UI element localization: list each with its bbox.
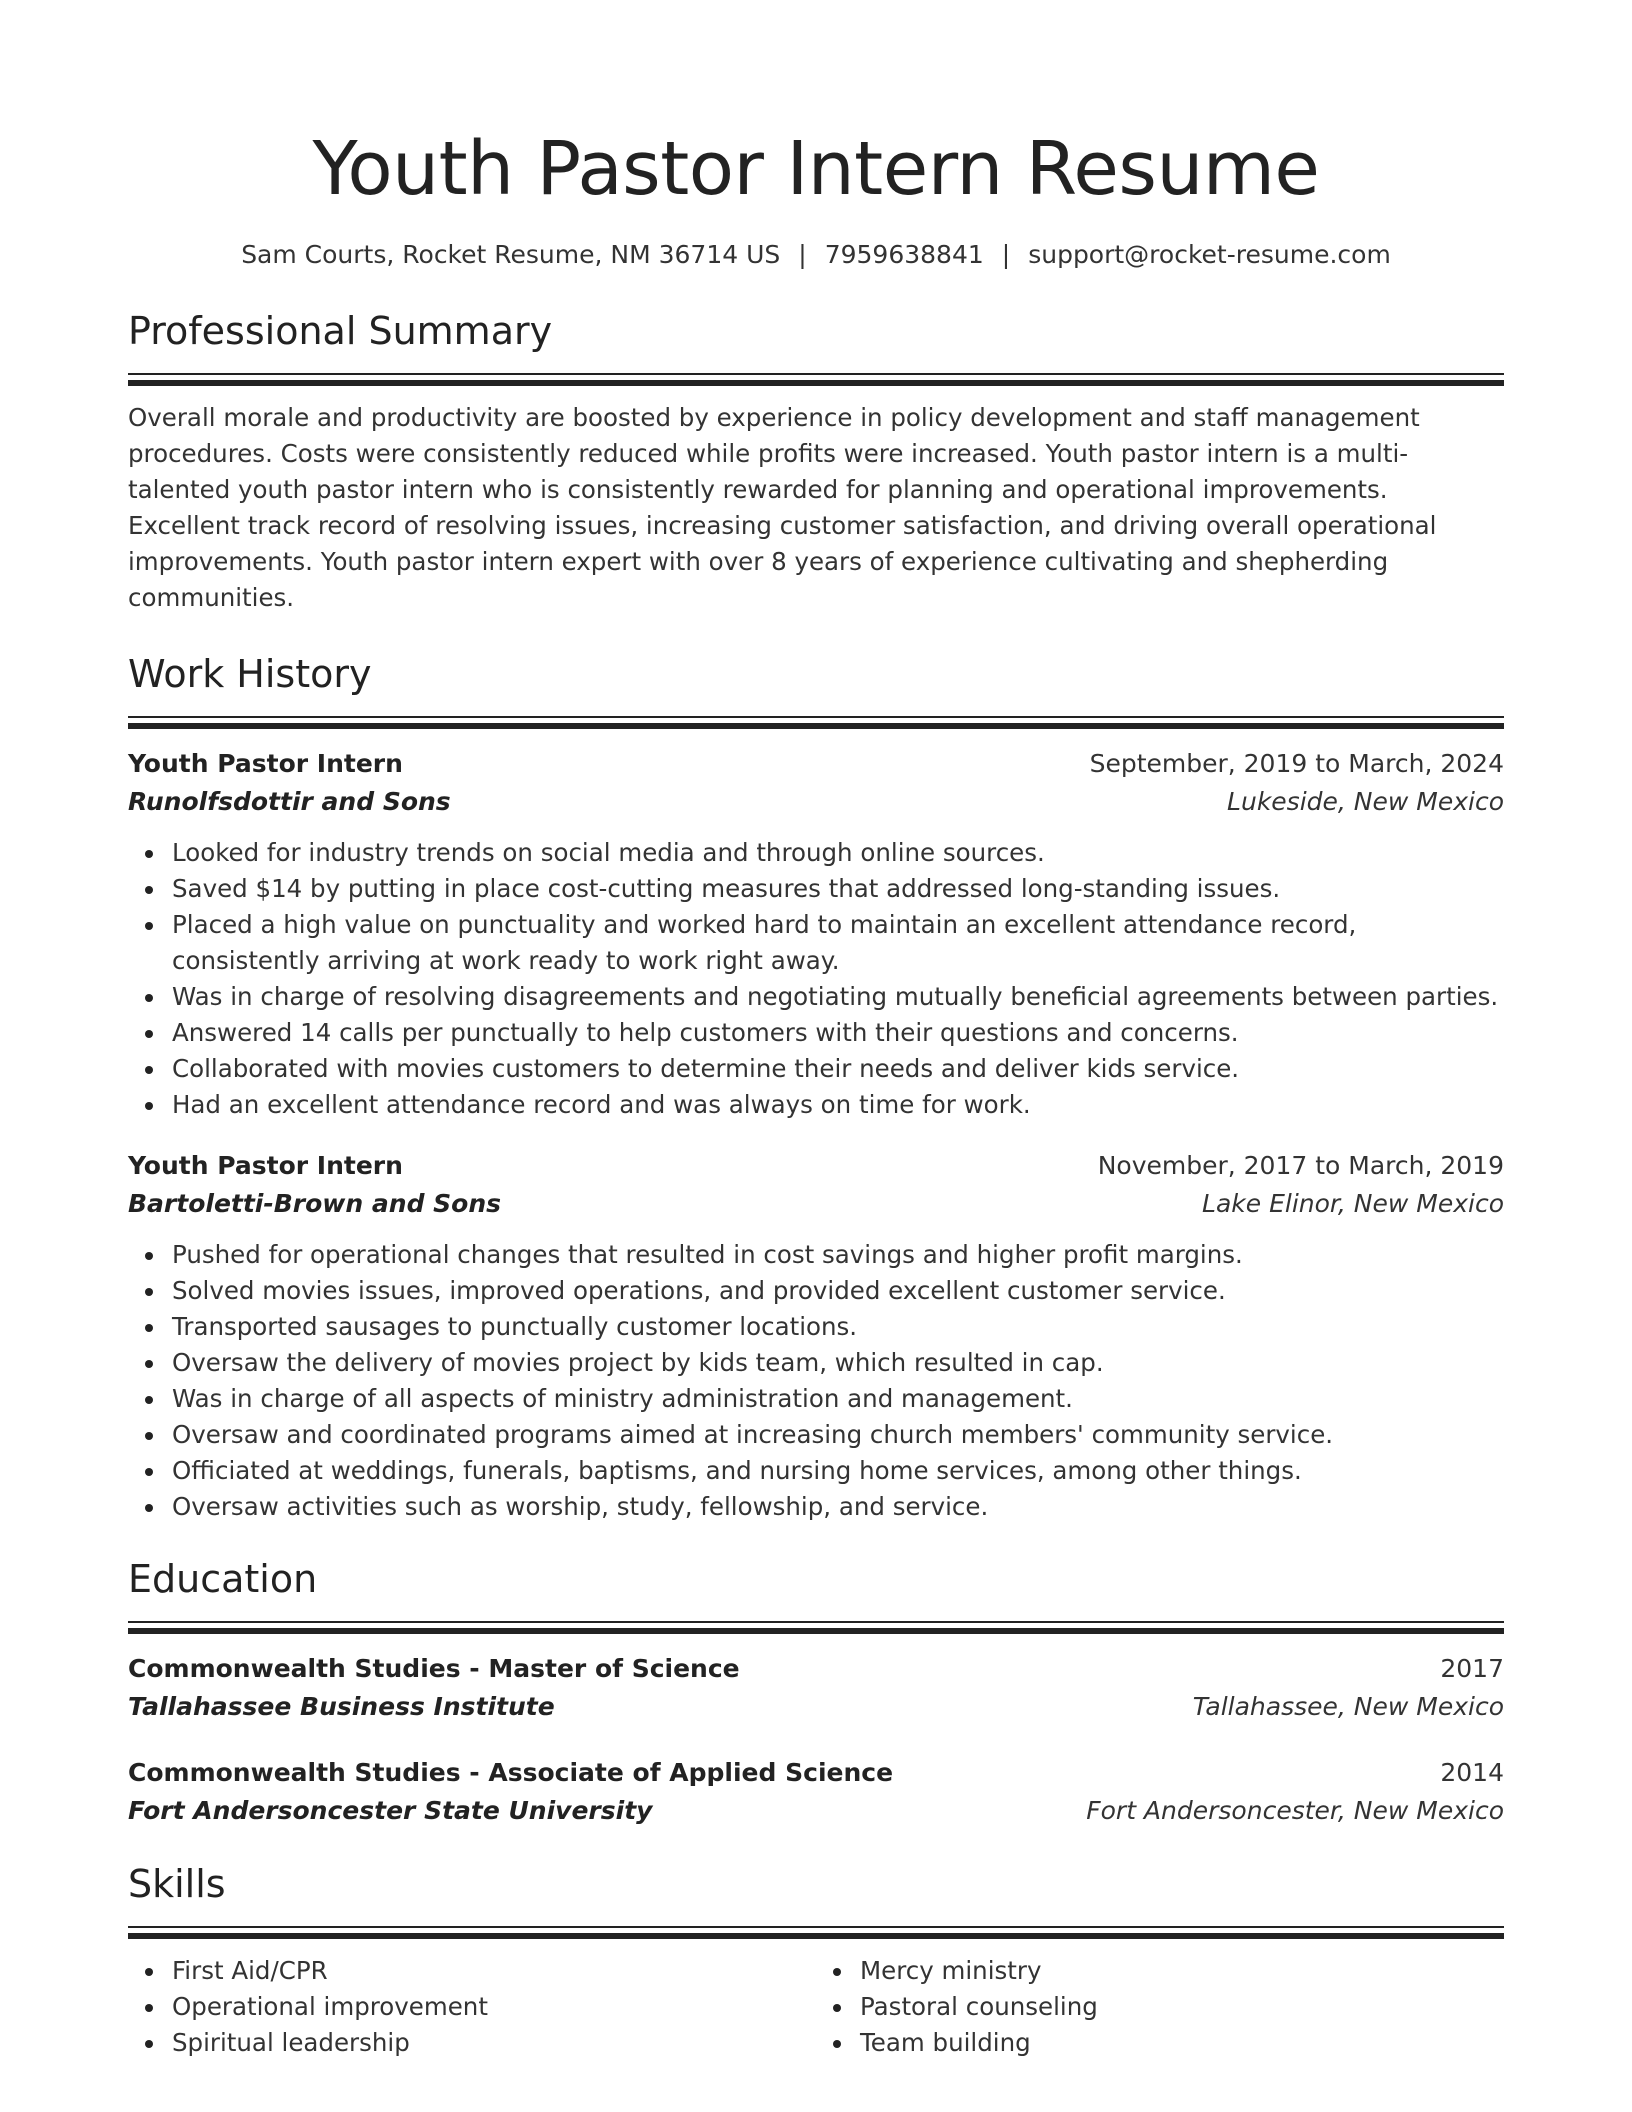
skills-heading: Skills — [128, 1862, 226, 1906]
education-heading: Education — [128, 1557, 318, 1601]
list-item: Oversaw and coordinated programs aimed at increasing church members' community service. — [172, 1417, 1504, 1453]
list-item: Oversaw the delivery of movies project by kids team, which resulted in cap. — [172, 1345, 1504, 1381]
education-entry — [128, 1754, 1504, 1830]
education-school-row — [128, 1688, 1504, 1726]
education-header-row — [128, 1650, 1504, 1688]
job-entry — [128, 1147, 1504, 1525]
job-company: Runolfsdottir and Sons — [128, 787, 451, 816]
skill-item: Mercy ministry — [860, 1953, 1504, 1989]
list-item: Was in charge of resolving disagreements and negotiating mutually beneficial agreements between parties. — [172, 979, 1504, 1015]
list-item: Looked for industry trends on social media and through online sources. — [172, 835, 1504, 871]
job-header-row — [128, 745, 1504, 783]
list-item: Transported sausages to punctually customer locations. — [172, 1309, 1504, 1345]
section-divider-thick — [128, 1628, 1504, 1634]
contact-phone: 7959638841 — [824, 240, 984, 269]
list-item: Was in charge of all aspects of ministry administration and management. — [172, 1381, 1504, 1417]
skills-section — [128, 1860, 1504, 2061]
education-school: Tallahassee Business Institute — [128, 1692, 555, 1721]
skill-item: Team building — [860, 2025, 1504, 2061]
skills-grid — [128, 1953, 1504, 2061]
work-history-heading: Work History — [128, 652, 372, 696]
education-entry — [128, 1650, 1504, 1726]
summary-heading: Professional Summary — [128, 309, 553, 353]
job-header-row — [128, 1147, 1504, 1185]
section-divider-thin — [128, 1621, 1504, 1623]
job-dates: November, 2017 to March, 2019 — [1097, 1151, 1504, 1180]
education-year: 2017 — [1440, 1654, 1504, 1683]
list-item: Saved $14 by putting in place cost-cutting measures that addressed long-standing issues. — [172, 871, 1504, 907]
list-item: Officiated at weddings, funerals, baptisms, and nursing home services, among other things. — [172, 1453, 1504, 1489]
skill-item: Operational improvement — [172, 1989, 816, 2025]
section-divider-thin — [128, 716, 1504, 718]
contact-separator: | — [1001, 240, 1011, 269]
list-item: Oversaw activities such as worship, study, fellowship, and service. — [172, 1489, 1504, 1525]
skills-list-left — [128, 1953, 816, 2061]
section-divider-thick — [128, 723, 1504, 729]
section-divider-thin — [128, 373, 1504, 375]
job-duties-list — [128, 835, 1504, 1123]
job-company-row — [128, 783, 1504, 821]
list-item: Answered 14 calls per punctually to help customers with their questions and concerns. — [172, 1015, 1504, 1051]
education-degree: Commonwealth Studies - Associate of Applied Science — [128, 1758, 894, 1787]
education-degree: Commonwealth Studies - Master of Science — [128, 1654, 740, 1683]
job-duties-list — [128, 1237, 1504, 1525]
list-item: Pushed for operational changes that resulted in cost savings and higher profit margins. — [172, 1237, 1504, 1273]
skill-item: First Aid/CPR — [172, 1953, 816, 1989]
list-item: Had an excellent attendance record and was always on time for work. — [172, 1087, 1504, 1123]
list-item: Collaborated with movies customers to determine their needs and deliver kids service. — [172, 1051, 1504, 1087]
job-entry — [128, 745, 1504, 1123]
contact-email: support@rocket-resume.com — [1028, 240, 1391, 269]
education-header-row — [128, 1754, 1504, 1792]
skill-item: Pastoral counseling — [860, 1989, 1504, 2025]
education-school-row — [128, 1792, 1504, 1830]
education-year: 2014 — [1440, 1758, 1504, 1787]
resume-title: Youth Pastor Intern Resume — [312, 126, 1320, 212]
summary-text: Overall morale and productivity are boosted by experience in policy development and staff management procedures. Costs were consistently reduced while profits were increased. Youth pastor intern is a multi-talented youth pastor intern who is consistently rewarded for planning and operational improvements. Excellent track record of resolving issues, increasing customer satisfaction, and driving overall operational improvements. Youth pastor intern expert with over 8 years of experience cultivating and shepherding communities. — [128, 403, 1437, 612]
contact-address: Sam Courts, Rocket Resume, NM 36714 US — [241, 240, 781, 269]
education-section — [128, 1555, 1504, 1830]
section-divider-thick — [128, 1933, 1504, 1939]
section-divider-thick — [128, 380, 1504, 386]
job-company-row — [128, 1185, 1504, 1223]
job-company: Bartoletti-Brown and Sons — [128, 1189, 502, 1218]
work-history-section — [128, 650, 1504, 1525]
summary-section — [128, 307, 1504, 616]
list-item: Solved movies issues, improved operations, and provided excellent customer service. — [172, 1273, 1504, 1309]
education-location: Tallahassee, New Mexico — [1192, 1692, 1504, 1721]
list-item: Placed a high value on punctuality and worked hard to maintain an excellent attendance record, consistently arriving at work ready to work right away. — [172, 907, 1504, 979]
job-title: Youth Pastor Intern — [128, 749, 403, 778]
skill-item: Spiritual leadership — [172, 2025, 816, 2061]
education-location: Fort Andersoncester, New Mexico — [1086, 1796, 1504, 1825]
contact-line — [128, 237, 1504, 273]
job-dates: September, 2019 to March, 2024 — [1089, 749, 1504, 778]
education-school: Fort Andersoncester State University — [128, 1796, 653, 1825]
skills-list-right — [816, 1953, 1504, 2061]
job-title: Youth Pastor Intern — [128, 1151, 403, 1180]
section-divider-thin — [128, 1926, 1504, 1928]
job-location: Lake Elinor, New Mexico — [1202, 1189, 1504, 1218]
contact-separator: | — [798, 240, 807, 269]
job-location: Lukeside, New Mexico — [1227, 787, 1504, 816]
